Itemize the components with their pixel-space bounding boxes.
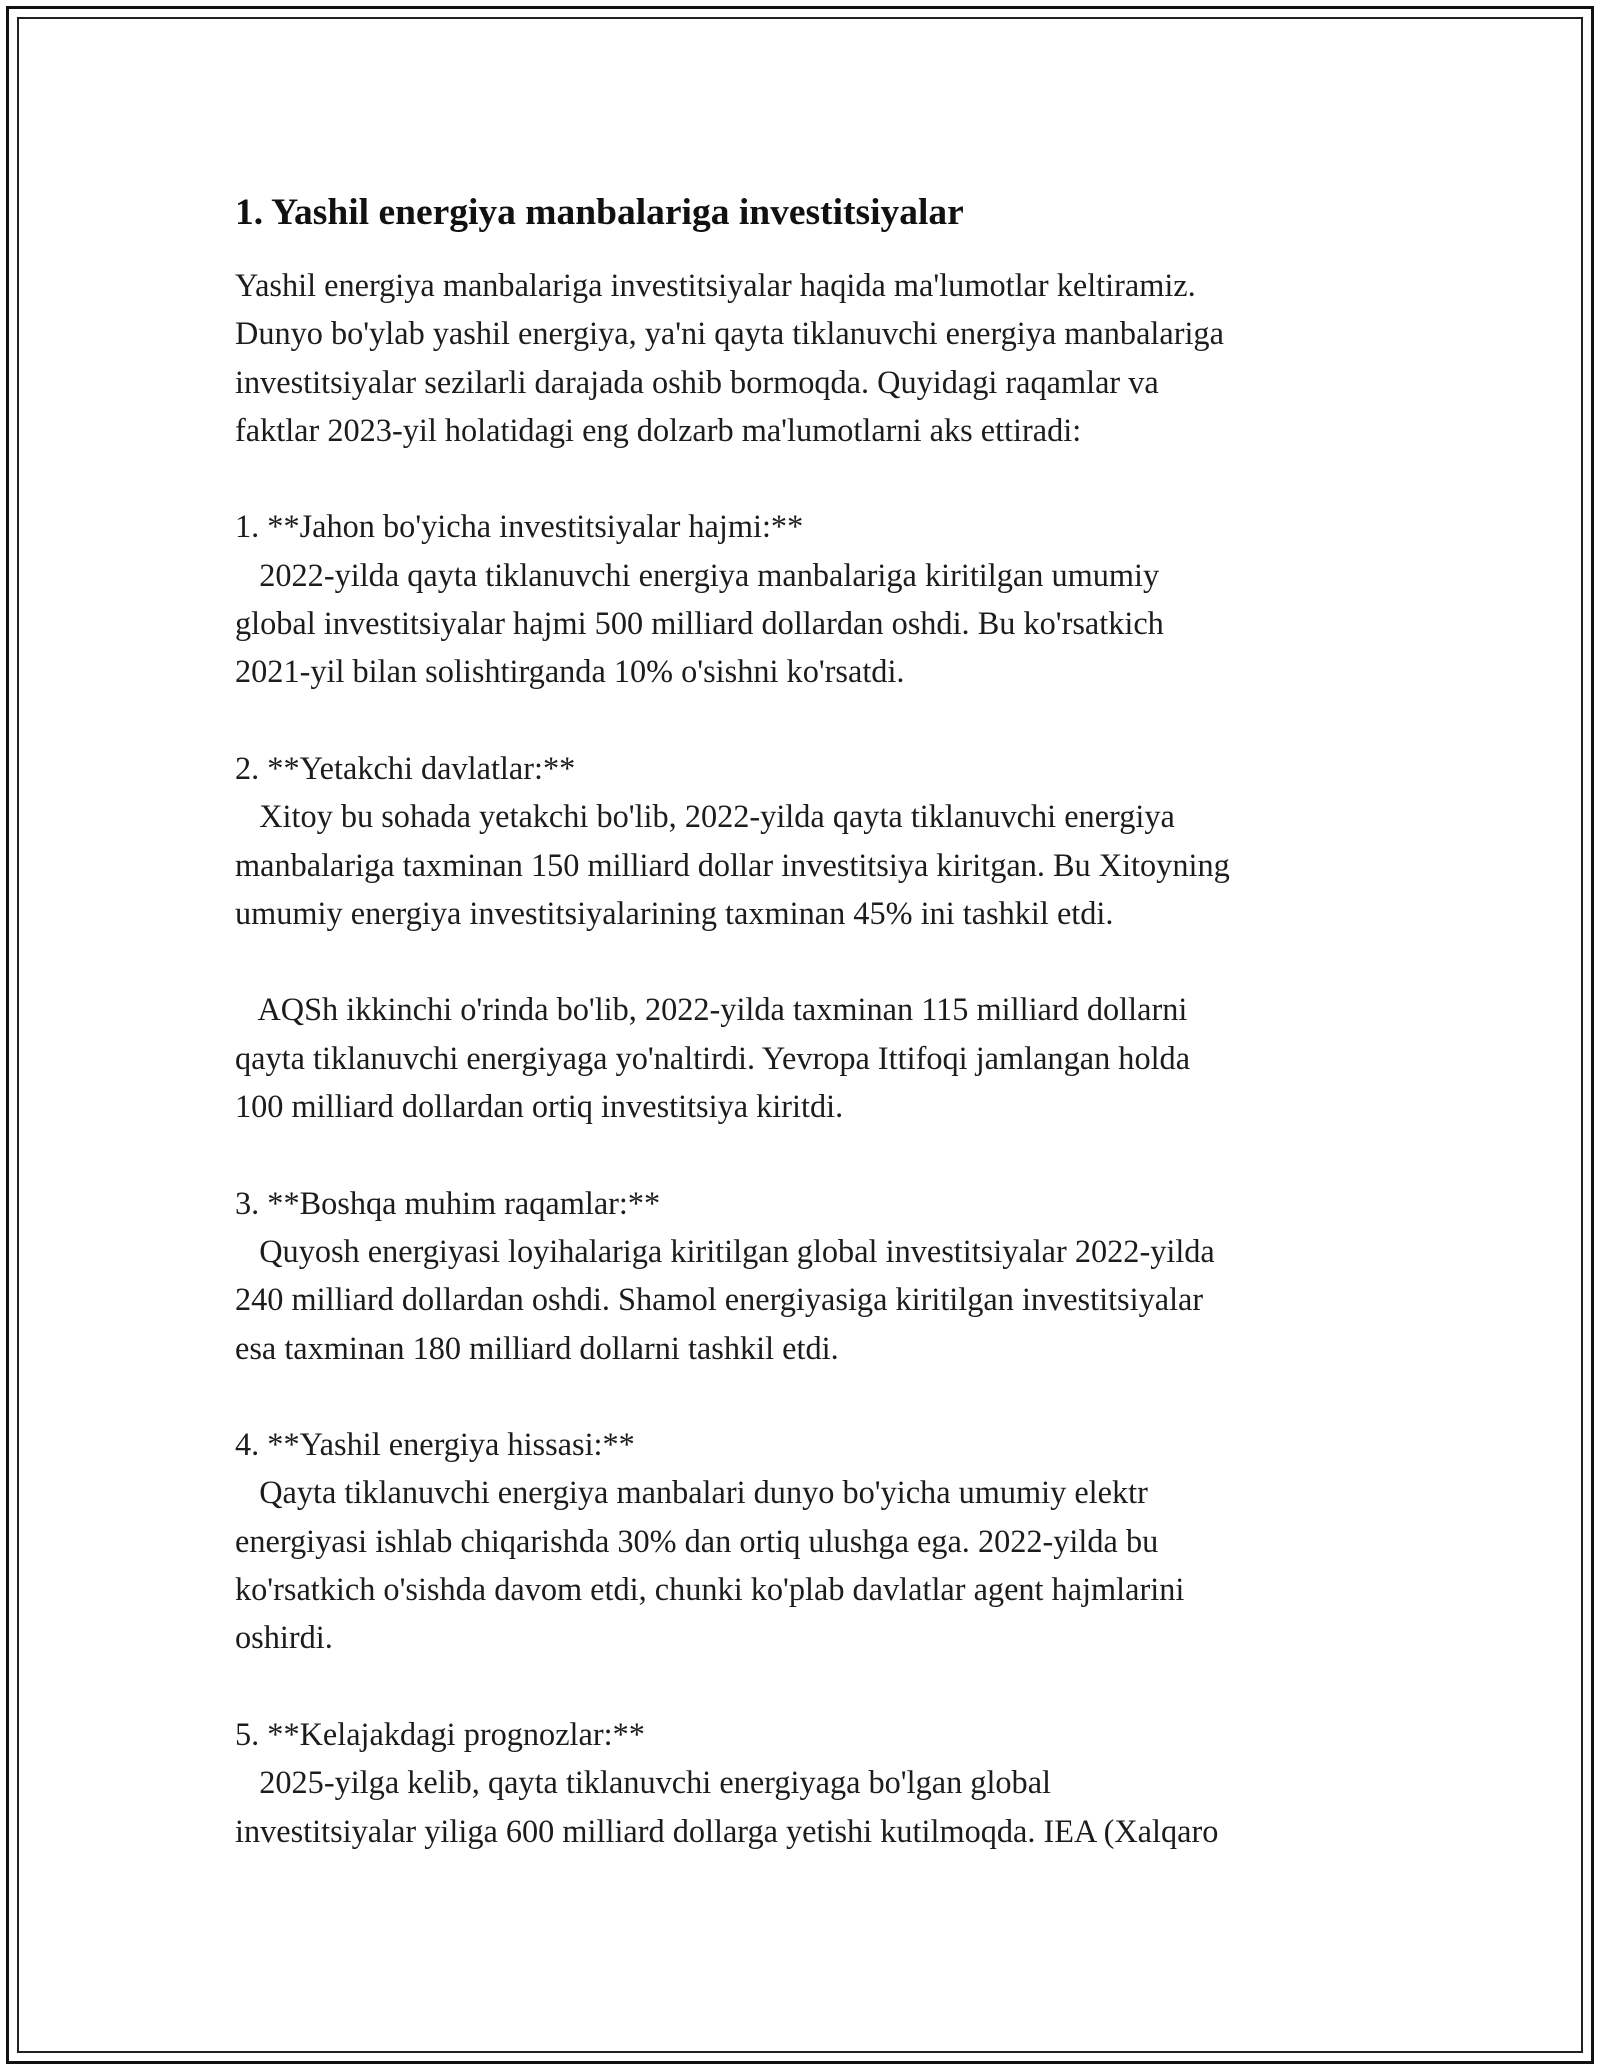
paragraph-gap — [235, 1662, 1395, 1710]
list-item-forecasts: 5. **Kelajakdagi prognozlar:** 2025-yilga kelib, qayta tiklanuvchi energiyaga bo'lgan global investitsiyalar yiliga 600 milliard dollarga yetishi kutilmoqda. IEA (Xalqaro — [235, 1715, 1219, 1849]
paragraph-gap — [235, 696, 1395, 744]
list-item-other-figures: 3. **Boshqa muhim raqamlar:** Quyosh energiyasi loyihalariga kiritilgan global investitsiyalar 2022-yilda 240 milliard dollardan oshdi. Shamol energiyasiga kiritilgan investitsiyalar esa taxminan 180 milliard dollarni tashkil etdi. — [235, 1184, 1215, 1366]
list-item-leading-countries-continued: AQSh ikkinchi o'rinda bo'lib, 2022-yilda taxminan 115 milliard dollarni qayta tiklanuvchi energiyaga yo'naltirdi. Yevropa Ittifoqi jamlangan holda 100 milliard dollardan ortiq investitsiya kiritdi. — [235, 991, 1191, 1125]
list-item-investment-volume: 1. **Jahon bo'yicha investitsiyalar hajmi:** 2022-yilda qayta tiklanuvchi energiya manbalariga kiritilgan umumiy global investitsiyalar hajmi 500 milliard dollardan oshdi. Bu ko'rsatkich 2021-yil bilan solishtirganda 10% o'sishni ko'rsatdi. — [235, 508, 1164, 690]
list-item-leading-countries: 2. **Yetakchi davlatlar:** Xitoy bu sohada yetakchi bo'lib, 2022-yilda qayta tiklanuvchi energiya manbalariga taxminan 150 milliard dollar investitsiya kiritgan. Bu Xitoyning umumiy energiya investitsiyalarining taxminan 45% ini tashkil etdi. — [235, 749, 1230, 931]
paragraph-gap — [235, 454, 1395, 502]
paragraph-gap — [235, 1130, 1395, 1178]
list-item-green-share: 4. **Yashil energiya hissasi:** Qayta tiklanuvchi energiya manbalari dunyo bo'yicha umumiy elektr energiyasi ishlab chiqarishda 30% dan ortiq ulushga ega. 2022-yilda bu ko'rsatkich o'sishda davom etdi, chunki ko'plab davlatlar agent hajmlarini oshirdi. — [235, 1426, 1185, 1656]
paragraph-gap — [235, 937, 1395, 985]
document-body — [235, 185, 1395, 1855]
section-heading: 1. Yashil energiya manbalariga investitsiyalar — [235, 192, 964, 233]
intro-paragraph: Yashil energiya manbalariga investitsiyalar haqida ma'lumotlar keltiramiz. Dunyo bo'ylab yashil energiya, ya'ni qayta tiklanuvchi energiya manbalariga investitsiyalar sezilarli darajada oshib bormoqda. Quyidagi raqamlar va faktlar 2023-yil holatidagi eng dolzarb ma'lumotlarni aks ettiradi: — [235, 267, 1224, 448]
paragraph-gap — [235, 1372, 1395, 1420]
